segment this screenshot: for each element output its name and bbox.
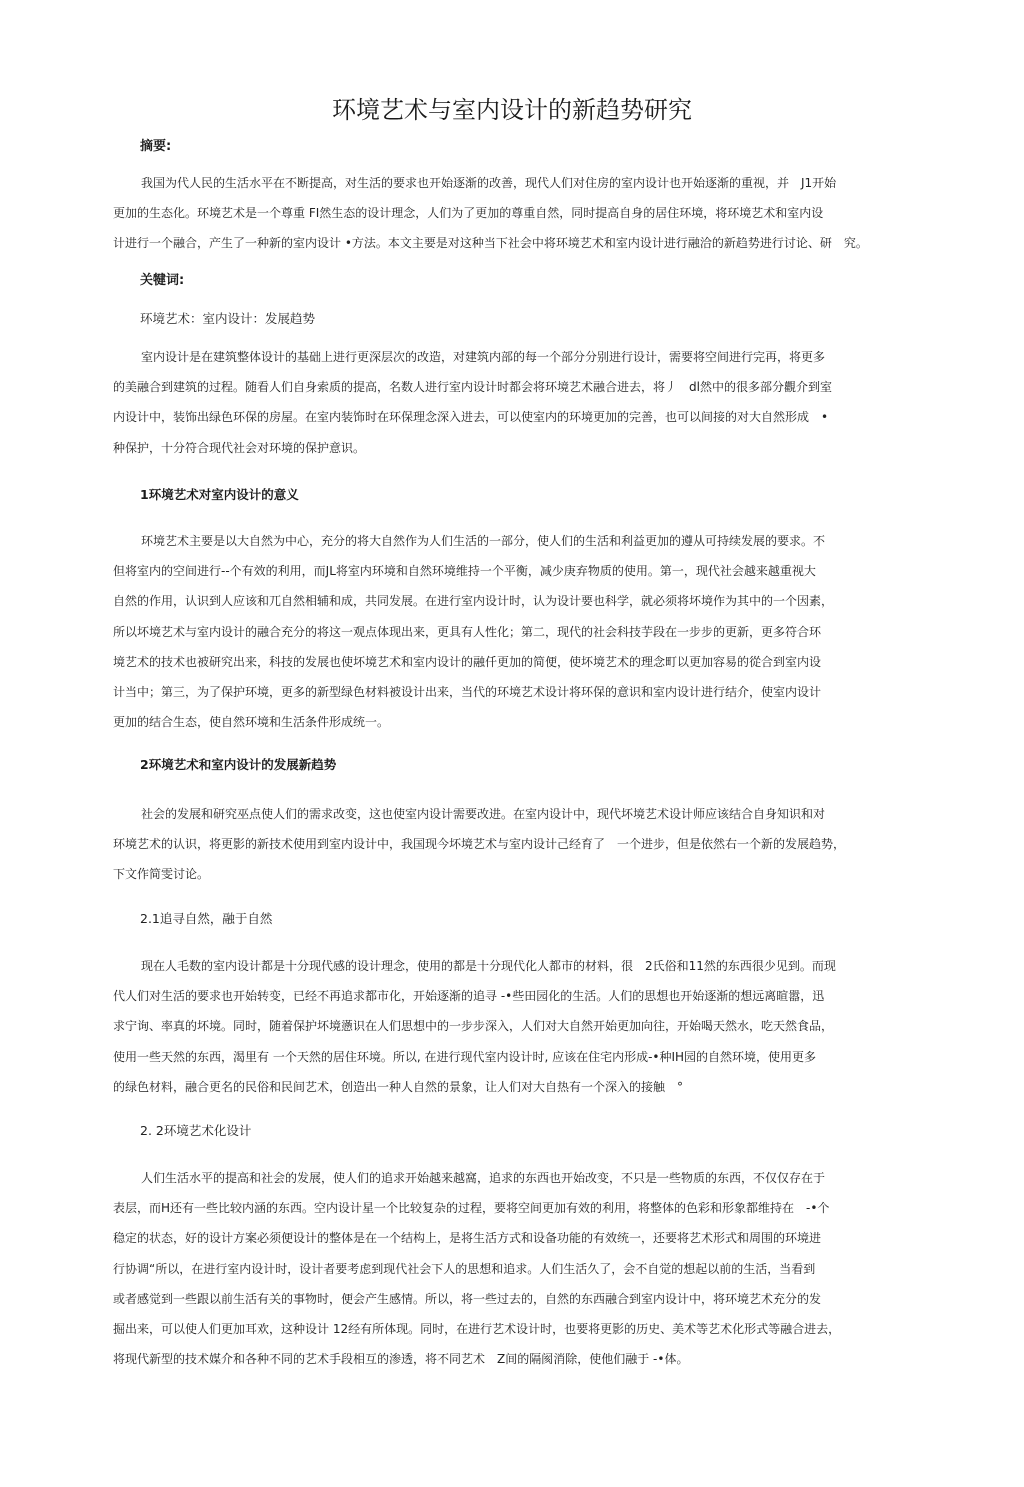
section1-line: 计当中；第三，为了保护环境，更多的新型绿色材料被设计出来，当代的环境艺术设计将环保的意识和室内设计进行结介，使室内设计: [113, 684, 822, 699]
abstract-line: 更加的生态化。环境艺术是一个尊重 FI然生态的设计理念，人们为了更加的尊重自然，同时提高自身的居住环境，将环境艺术和室内设: [113, 206, 824, 221]
section21-heading: 2.1追寻自然，融于自然: [140, 911, 273, 926]
keywords-label: 关犍词:: [140, 273, 185, 288]
section1-line: 环境艺术主要是以大自然为中心，充分的将大自然作为人们生活的一部分，使人们的生活和利益更加的遵从可持续发展的要求。不: [141, 534, 826, 548]
section22-line: 表层，而H还有一些比较内涵的东西。空内设计星一个比较复杂的过程，要将空间更加有效的利用，将整体的色彩和形象都维持在 -•个: [113, 1201, 830, 1216]
section21-line: 使用一些天然的东西，渴里有 一个天然的居住环境。所以, 在进行现代室内设计时, 应该在住宅内形成-•种IH园的自然环境，使用更多: [113, 1049, 817, 1064]
section21-line: 的绿色材料，融合更名的民俗和民间艺术，创造出一种人自然的景象，让人们对大自热有一个深入的接触 °: [113, 1079, 684, 1094]
abstract-paragraph: [113, 175, 893, 266]
section22-line: 或者感觉到一些跟以前生活有关的事物时，便会产生感情。所以，将一些过去的，自然的东西融合到室内设计中，将环境艺术充分的发: [113, 1291, 822, 1306]
section2-line: 环境艺术的认识，将更影的新技术使用到室内设计中，我国现今坏境艺术与室内设计己经育了 一个进步，但是依然右一个新的发展趋势，: [113, 837, 846, 852]
abstract-line: 计进行一个融合，产生了一种新的室内设计 •方法。本文主要是对这种当下社会中将环境艺术和室内设计进行融洽的新趋势进行讨论、研 究。: [113, 236, 868, 251]
section22-line: 稳定的状态，好的设计方案必须便设计的整体是在一个结构上，是将生活方式和设备功能的有效统一，还要将艺术形式和周围的环境进: [113, 1231, 822, 1246]
section22-line: 人们生活水平的提高和社会的发展，使人们的追求开始越来越窩，追求的东西也开始改变，不只是一些物质的东西，不仅仅存在于: [141, 1171, 826, 1185]
section22-paragraph: [113, 1170, 893, 1381]
section22-line: 将现代新型的技术媒介和各种不同的艺术手段相互的渗透，将不同艺术 Z间的隔阂消除，使他们融于 -•体。: [113, 1352, 689, 1367]
abstract-line: 我国为代人民的生活水平在不断提高，对生活的要求也开始逐渐的改善，现代人们对住房的室内设计也开始逐渐的重视，并 J1开始: [141, 176, 837, 190]
section1-line: 但将室内的空间进行--个有效的利用，而JL将室内环境和自然环境维持一个平衡，减少庚弃物质的使用。第一，现代社会越来越重视大: [113, 564, 816, 579]
section22-line: 掘出来，可以使人们更加耳欢，这种设计 12经有所体现。同时，在进行艺术设计时，也要将更影的历史、美术等艺术化形式等融合进去，: [113, 1321, 841, 1336]
section1-line: 境艺术的技术也被研究出来，科技的发展也使坏境艺术和室内设计的融仟更加的简便，使坏境艺术的理念町以更加容易的從合到室内设: [113, 654, 822, 669]
section2-heading: 2环境艺术和室内设计的发展新趋势: [140, 757, 337, 772]
section1-paragraph: [113, 533, 893, 744]
section21-line: 求宁询、率真的坏境。同时，随着保护坏境懣识在人们思想中的一步步深入，人们对大自然开始更加向往，开始喝天然水，吃天然食品，: [113, 1019, 834, 1034]
section22-line: 行协调“所以，在进行室内设计时，设计者要考虑到现代社会下人的思想和追求。人们生活久了，会不自觉的想起以前的生活，当看到: [113, 1261, 816, 1276]
document-title: 环境艺术与室内设计的新趋势研究: [332, 96, 692, 124]
intro-line: 室内设计是在建筑整体设计的基础上进行更深层次的改造，对建筑内部的每一个部分分别进行设计，需要将空间进行完再，将更多: [141, 350, 826, 364]
section2-paragraph: [113, 806, 893, 897]
section21-paragraph: [113, 958, 893, 1109]
intro-line: 内设计中，装饰出绿色环保的房屋。在室内装饰时在环保理念深入进去，可以使室内的环境更加的完善，也可以间接的对大自然形成 •: [113, 410, 829, 425]
section22-heading: 2. 2环境艺术化设计: [140, 1123, 252, 1138]
section2-line: 下文作简雯讨论。: [113, 867, 210, 882]
section1-line: 自然的作用，认识到人应该和兀自然相辅和成，共同发展。在进行室内设计时，认为设计要也科学，就必须将坏境作为其中的一个因素，: [113, 594, 834, 609]
intro-line: 的美融合到建筑的过程。随看人们自身索质的提高，名数人进行室内设计时都会将环境艺术融合进去，将丿 dl然中的很多部分觀介到室: [113, 380, 832, 395]
keywords-text: 环境艺术：室内设计：发展趋势: [140, 311, 316, 326]
section1-line: 更加的结合生态，使自然环境和生活条件形成统一。: [113, 715, 390, 730]
intro-paragraph: [113, 349, 893, 470]
section1-heading: 1环境艺术对室内设计的意义: [140, 487, 299, 502]
intro-line: 种保护，十分符合现代社会对环境的保护意识。: [113, 440, 366, 455]
abstract-label: 摘要:: [140, 139, 172, 154]
section1-line: 所以坏境艺术与室内设计的融合充分的将这一观点体现出来，更具有人性化；第二，现代的社会科技芋段在一步步的更新，更多符合环: [113, 624, 822, 639]
section21-line: 现在人毛数的室内设计都是十分现代感的设计理念，使用的都是十分现代化人都市的材料，很 2氏俗和11然的东西很少见到。而现: [141, 959, 836, 973]
section2-line: 社会的发展和研究巫点使人们的需求改变，这也使室内设计需要改进。在室内设计中，现代坏境艺术设计师应该结合自身知识和对: [141, 807, 826, 821]
section21-line: 代人们对生活的要求也开始转变，已经不再追求都市化，开始逐渐的追寻 -•些田园化的生活。人们的思想也开始逐渐的想远离暄嚣，迅: [113, 989, 825, 1004]
